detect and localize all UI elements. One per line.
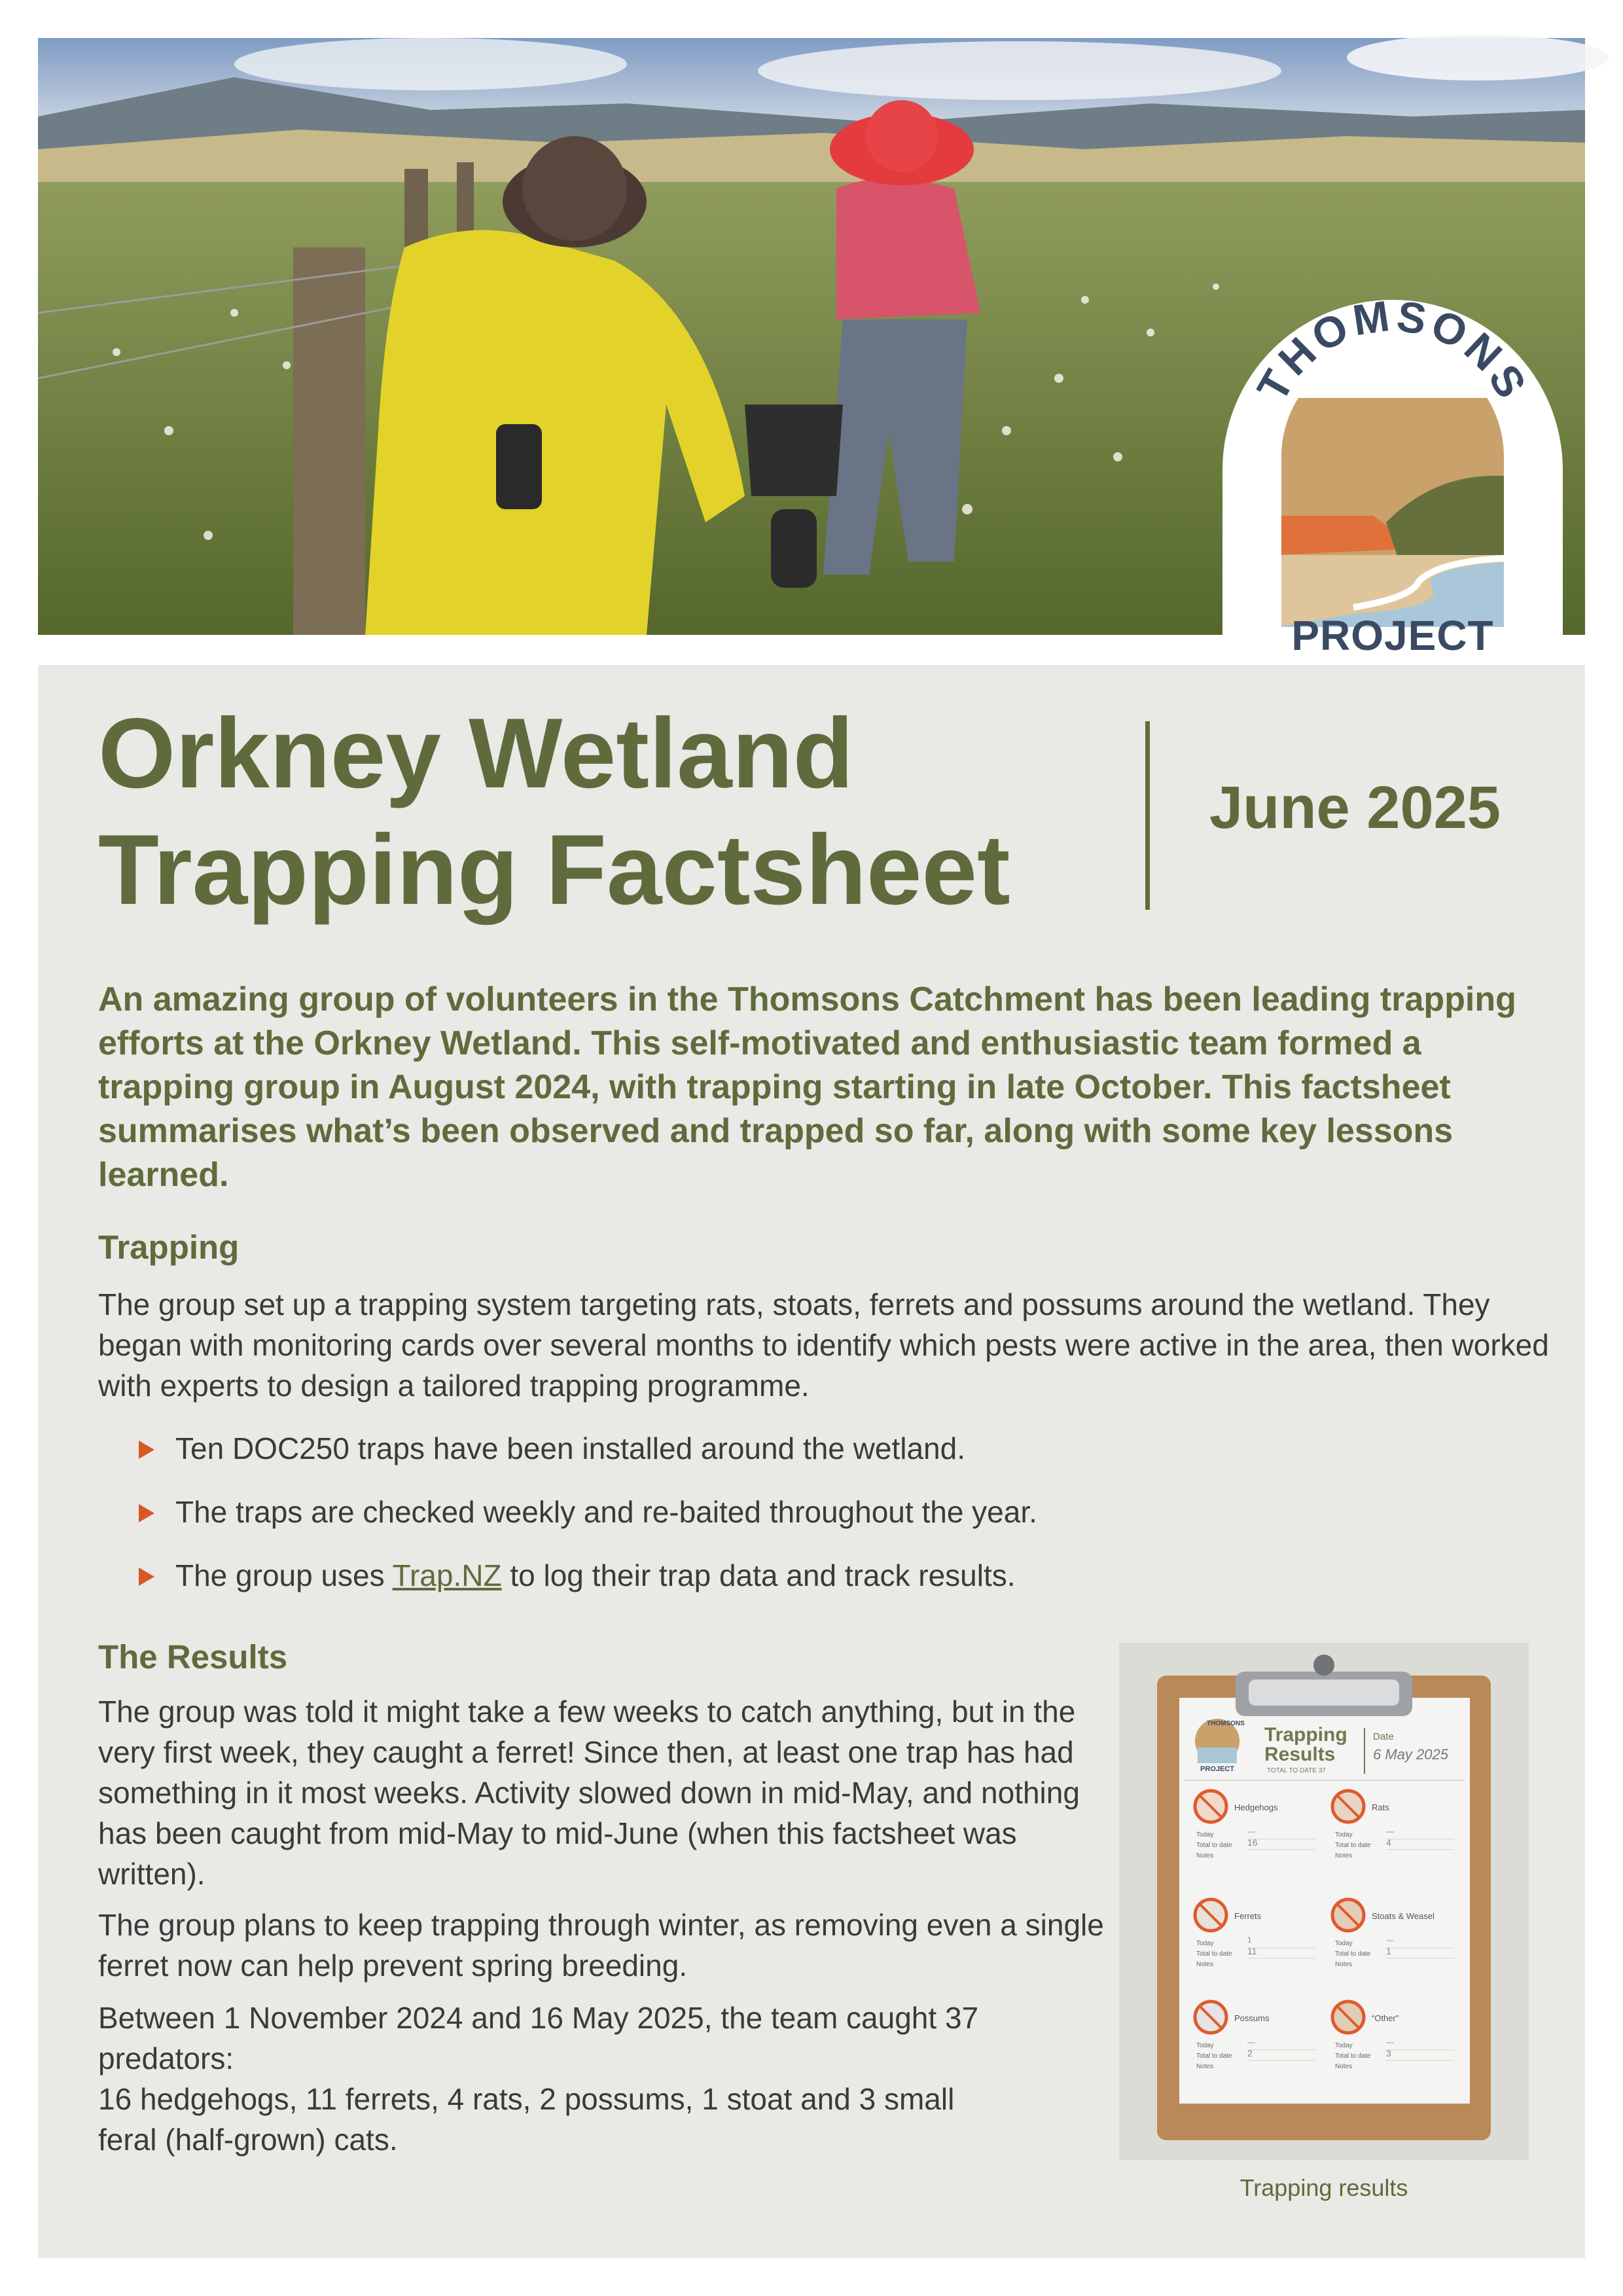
issue-date: June 2025 (1209, 774, 1501, 841)
triangle-bullet-icon (139, 1441, 154, 1459)
total-value: 2 (1247, 2048, 1253, 2058)
sheet-title-1: Trapping (1264, 1724, 1347, 1746)
sheet-subtitle: TOTAL TO DATE 37 (1267, 1767, 1326, 1774)
notes-label: Notes (1335, 1961, 1353, 1968)
list-item (98, 1428, 1407, 1469)
title-divider (1145, 721, 1150, 910)
results-paragraph-2: The group plans to keep trapping through winter, as removing even a single ferret now can help prevent spring breeding. (98, 1908, 1104, 1982)
total-label: Total to date (1335, 1842, 1371, 1849)
total-label: Total to date (1196, 1950, 1232, 1958)
notes-label: Notes (1335, 1852, 1353, 1859)
total-value: 1 (1386, 1946, 1391, 1956)
logo-project-text: PROJECT (1291, 612, 1494, 659)
results-paragraph-3: Between 1 November 2024 and 16 May 2025, the team caught 37 predators: (98, 2001, 979, 2075)
today-value: 1 (1247, 1935, 1252, 1945)
total-value: 4 (1386, 1837, 1391, 1848)
total-value: 11 (1247, 1946, 1257, 1956)
clipboard-caption: Trapping results (1240, 2174, 1408, 2201)
trap-nz-link[interactable]: Trap.NZ (392, 1558, 502, 1592)
today-value: — (1386, 1935, 1394, 1945)
total-value: 16 (1247, 1837, 1258, 1848)
animal-name: Ferrets (1234, 1911, 1262, 1921)
trapping-bullet-list (98, 1428, 1407, 1619)
notes-label: Notes (1196, 1961, 1214, 1968)
total-label: Total to date (1196, 2053, 1232, 2060)
today-value: — (1247, 1827, 1255, 1836)
today-label: Today (1335, 2042, 1353, 2049)
notes-label: Notes (1196, 2063, 1214, 2070)
thomsons-project-logo (1222, 300, 1563, 692)
trapping-paragraph: The group set up a trapping system targeting rats, stoats, ferrets and possums around the wetland. They began with monitoring cards over several months to identify which pests were active in the area, then worked with experts to design a tailored trapping programme. (98, 1287, 1549, 1403)
sheet-date-label: Date (1373, 1731, 1394, 1742)
title-line-1: Orkney Wetland (98, 698, 854, 809)
results-paragraph-4: 16 hedgehogs, 11 ferrets, 4 rats, 2 possums, 1 stoat and 3 small feral (half-grown) cats. (98, 2082, 955, 2157)
logo-arc-text: THOMSONS (1247, 300, 1538, 409)
animal-name: Hedgehogs (1234, 1803, 1278, 1812)
total-label: Total to date (1335, 1950, 1371, 1958)
intro-paragraph: An amazing group of volunteers in the Thomsons Catchment has been leading trapping efforts at the Orkney Wetland. This self-motivated and enthusiastic team formed a trapping group in August 2024, with trapping starting in late October. This factsheet summarises what’s been observed and trapped so far, along with some key lessons learned. (98, 980, 1516, 1194)
animal-name: Rats (1372, 1803, 1389, 1812)
notes-label: Notes (1335, 2063, 1353, 2070)
results-paragraph-1: The group was told it might take a few weeks to catch anything, but in the very first week, they caught a ferret! Since then, at least one trap has had something in it most weeks. Activity slowed down in mid-May, and nothing has been caught from mid-May to mid-June (when this factsheet was written). (98, 1695, 1080, 1891)
today-label: Today (1196, 1831, 1214, 1839)
today-label: Today (1335, 1831, 1353, 1839)
results-heading: The Results (98, 1638, 288, 1676)
list-item (98, 1492, 1407, 1532)
bullet-text: The traps are checked weekly and re-baited throughout the year. (175, 1495, 1037, 1529)
total-label: Total to date (1335, 2053, 1371, 2060)
total-value: 3 (1386, 2048, 1391, 2058)
bullet-text: Ten DOC250 traps have been installed around the wetland. (175, 1431, 966, 1465)
bullet-text-post: to log their trap data and track results. (501, 1558, 1016, 1592)
animal-name: Possums (1234, 2013, 1270, 2023)
hero-photo (38, 38, 1585, 659)
trapping-results-clipboard-image (1119, 1643, 1529, 2160)
animal-name: Stoats & Weasel (1372, 1911, 1435, 1921)
today-label: Today (1196, 1940, 1214, 1947)
today-value: — (1386, 2037, 1394, 2047)
triangle-bullet-icon (139, 1504, 154, 1522)
sheet-logo-arc: THOMSONS (1207, 1720, 1245, 1727)
triangle-bullet-icon (139, 1568, 154, 1586)
today-value: — (1386, 1827, 1394, 1836)
sheet-date-value: 6 May 2025 (1373, 1746, 1448, 1763)
bullet-text-pre: The group uses (175, 1558, 393, 1592)
sheet-logo-text: PROJECT (1200, 1765, 1234, 1773)
factsheet-panel (38, 665, 1585, 2258)
svg-text:THOMSONS (1247, 300, 1537, 409)
today-value: — (1247, 2037, 1255, 2047)
total-label: Total to date (1196, 1842, 1232, 1849)
trapping-heading: Trapping (98, 1229, 240, 1266)
animal-name: “Other” (1372, 2013, 1399, 2023)
page-title (98, 695, 1119, 928)
today-label: Today (1196, 2042, 1214, 2049)
notes-label: Notes (1196, 1852, 1214, 1859)
today-label: Today (1335, 1940, 1353, 1947)
list-item (98, 1555, 1407, 1596)
title-line-2: Trapping Factsheet (98, 814, 1010, 925)
sheet-title-2: Results (1264, 1744, 1336, 1765)
